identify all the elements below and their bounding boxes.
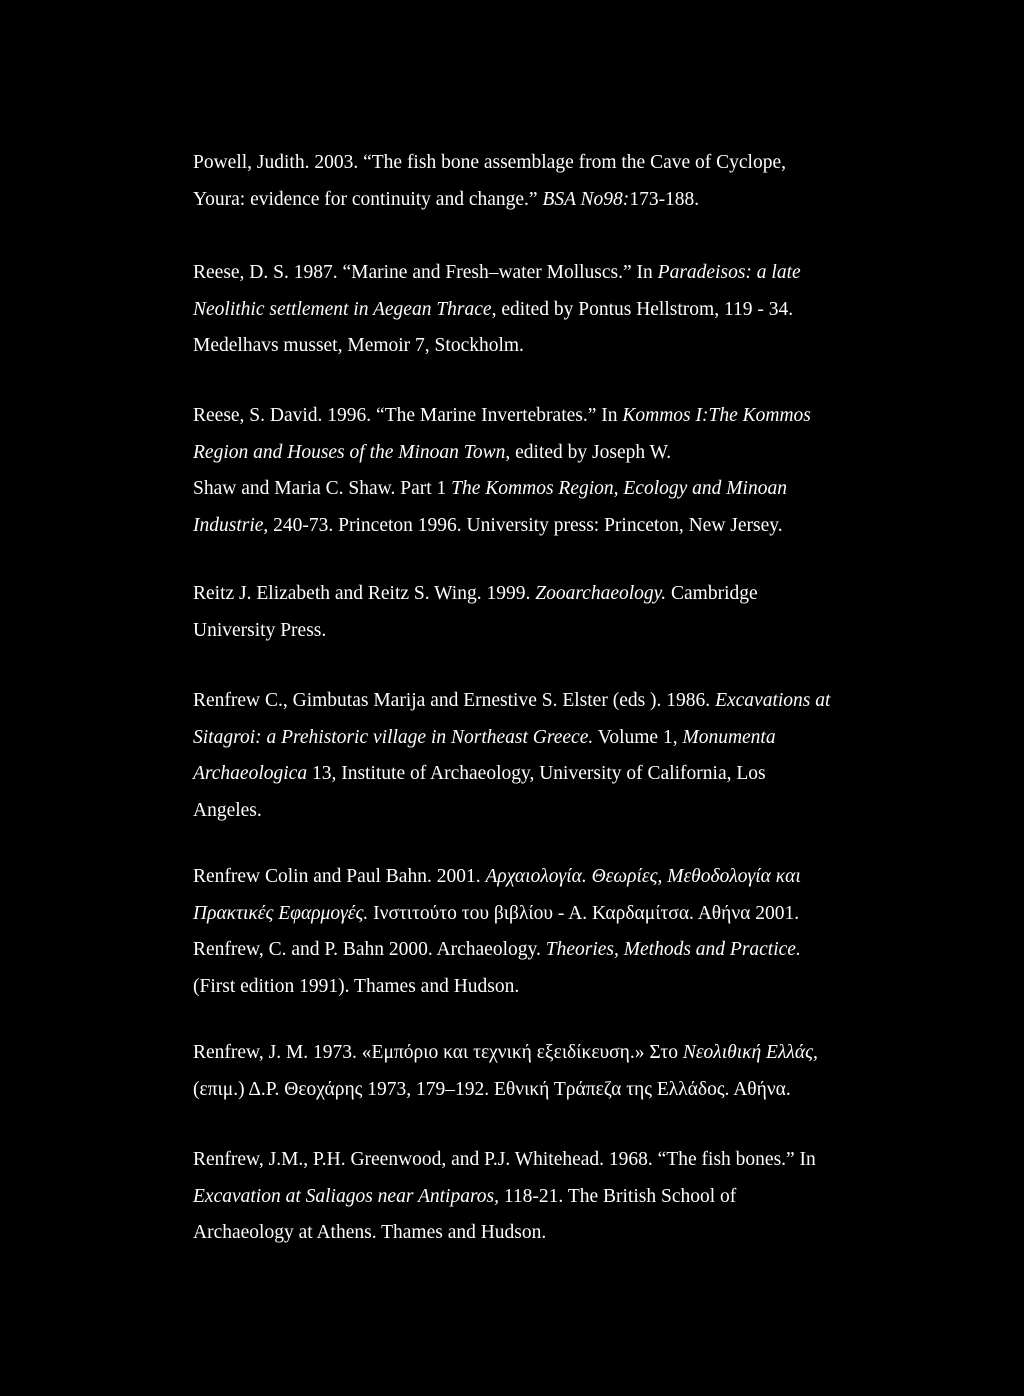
italic-text-segment: Excavations at [715, 690, 831, 711]
text-segment: Ινστιτούτο του βιβλίου - Α. Καρδαμίτσα. Αθήνα 2001. [368, 902, 800, 924]
reference-line [193, 756, 853, 793]
reference-line [193, 1035, 853, 1072]
text-segment: Renfrew, J.M., P.H. Greenwood, and P.J. Whitehead. 1968. “The fish bones.” In [193, 1149, 816, 1170]
italic-text-segment: BSA No98: [542, 188, 630, 210]
reference-entry [193, 576, 853, 649]
reference-entry [193, 145, 853, 218]
reference-entry [193, 398, 853, 544]
italic-text-segment: Paradeisos: a late [657, 262, 801, 283]
reference-line [193, 859, 853, 896]
italic-text-segment: Zooarchaeology. [535, 583, 667, 604]
reference-line [193, 576, 853, 613]
text-segment: 118-21. The British School of [499, 1185, 737, 1207]
reference-line [193, 896, 853, 933]
italic-text-segment: Theories, Methods and Practice. [545, 939, 801, 960]
text-segment: Archaeology at Athens. Thames and Hudson. [193, 1222, 547, 1243]
reference-entry [193, 255, 853, 365]
text-segment: (First edition 1991). Thames and Hudson. [193, 975, 520, 997]
reference-entry [193, 859, 853, 1005]
italic-text-segment: Region and Houses of the Minoan Town [193, 441, 506, 463]
text-segment: 13, Institute of Archaeology, University of California, Los [307, 763, 766, 784]
italic-text-segment: Monumenta [682, 726, 776, 748]
text-segment: Renfrew, C. and P. Bahn 2000. Archaeology. [193, 939, 546, 960]
reference-line [193, 613, 853, 650]
reference-line [193, 1215, 853, 1252]
reference-entry [193, 683, 853, 829]
italic-text-segment: Αρχαιολογία. Θεωρίες, Μεθοδολογία και [485, 866, 801, 887]
reference-line [193, 471, 853, 508]
text-segment: Reese, S. David. 1996. “The Marine Invertebrates.” In [193, 405, 623, 426]
text-segment: (επιμ.) Δ.Ρ. Θεοχάρης 1973, 179–192. Εθνική Τράπεζα της Ελλάδος. Αθήνα. [193, 1078, 791, 1100]
italic-text-segment: Πρακτικές Εφαρμογές. [193, 902, 369, 924]
text-segment: Medelhavs musset, Memoir 7, Stockholm. [193, 335, 524, 356]
text-segment: Cambridge [666, 583, 758, 604]
reference-line [193, 292, 853, 329]
reference-line [193, 793, 853, 830]
italic-text-segment: Excavation at Saliagos near Antiparos, [193, 1185, 500, 1207]
italic-text-segment: Kommos I:The Kommos [622, 405, 811, 426]
italic-text-segment: Sitagroi: a Prehistoric village in Northeast Greece. [193, 726, 594, 748]
text-segment: Renfrew Colin and Paul Bahn. 2001. [193, 866, 486, 887]
text-segment: Angeles. [193, 799, 262, 821]
reference-entry [193, 1142, 853, 1252]
text-segment: Youra: evidence for continuity and change.” [193, 188, 543, 210]
reference-line [193, 683, 853, 720]
reference-line [193, 1142, 853, 1179]
italic-text-segment: Archaeologica [193, 763, 308, 784]
reference-line [193, 720, 853, 757]
text-segment: , edited by Joseph W. [505, 441, 672, 463]
reference-line [193, 182, 853, 219]
reference-line [193, 969, 853, 1006]
reference-line [193, 932, 853, 969]
text-segment: Reese, D. S. 1987. “Marine and Fresh–water Molluscs.” In [193, 262, 658, 283]
reference-line [193, 1179, 853, 1216]
reference-line [193, 328, 853, 365]
text-segment: University Press. [193, 619, 327, 641]
italic-text-segment: Neolithic settlement in Aegean Thrace [193, 298, 492, 320]
italic-text-segment: The Kommos Region, Ecology and Minoan [451, 478, 787, 499]
text-segment: Renfrew, J. M. 1973. «Εμπόριο και τεχνική εξειδίκευση.» Στο [193, 1042, 683, 1063]
text-segment: , 240-73. Princeton 1996. University press: Princeton, New Jersey. [263, 514, 783, 536]
reference-line [193, 435, 853, 472]
reference-line [193, 1072, 853, 1109]
reference-line [193, 145, 853, 182]
text-segment: Volume 1, [593, 726, 683, 748]
reference-entry [193, 1035, 853, 1108]
italic-text-segment: Industrie [193, 514, 264, 536]
reference-line [193, 508, 853, 545]
reference-line [193, 255, 853, 292]
italic-text-segment: Νεολιθική Ελλάς, [682, 1042, 818, 1063]
text-segment: 173-188. [629, 188, 700, 210]
reference-line [193, 398, 853, 435]
text-segment: Powell, Judith. 2003. “The fish bone assemblage from the Cave of Cyclope, [193, 152, 786, 173]
text-segment: Shaw and Maria C. Shaw. Part 1 [193, 478, 452, 499]
text-segment: Reitz J. Elizabeth and Reitz S. Wing. 1999. [193, 583, 536, 604]
text-segment: Renfrew C., Gimbutas Marija and Ernestive S. Elster (eds ). 1986. [193, 690, 716, 711]
text-segment: , edited by Pontus Hellstrom, 119 - 34. [491, 298, 794, 320]
